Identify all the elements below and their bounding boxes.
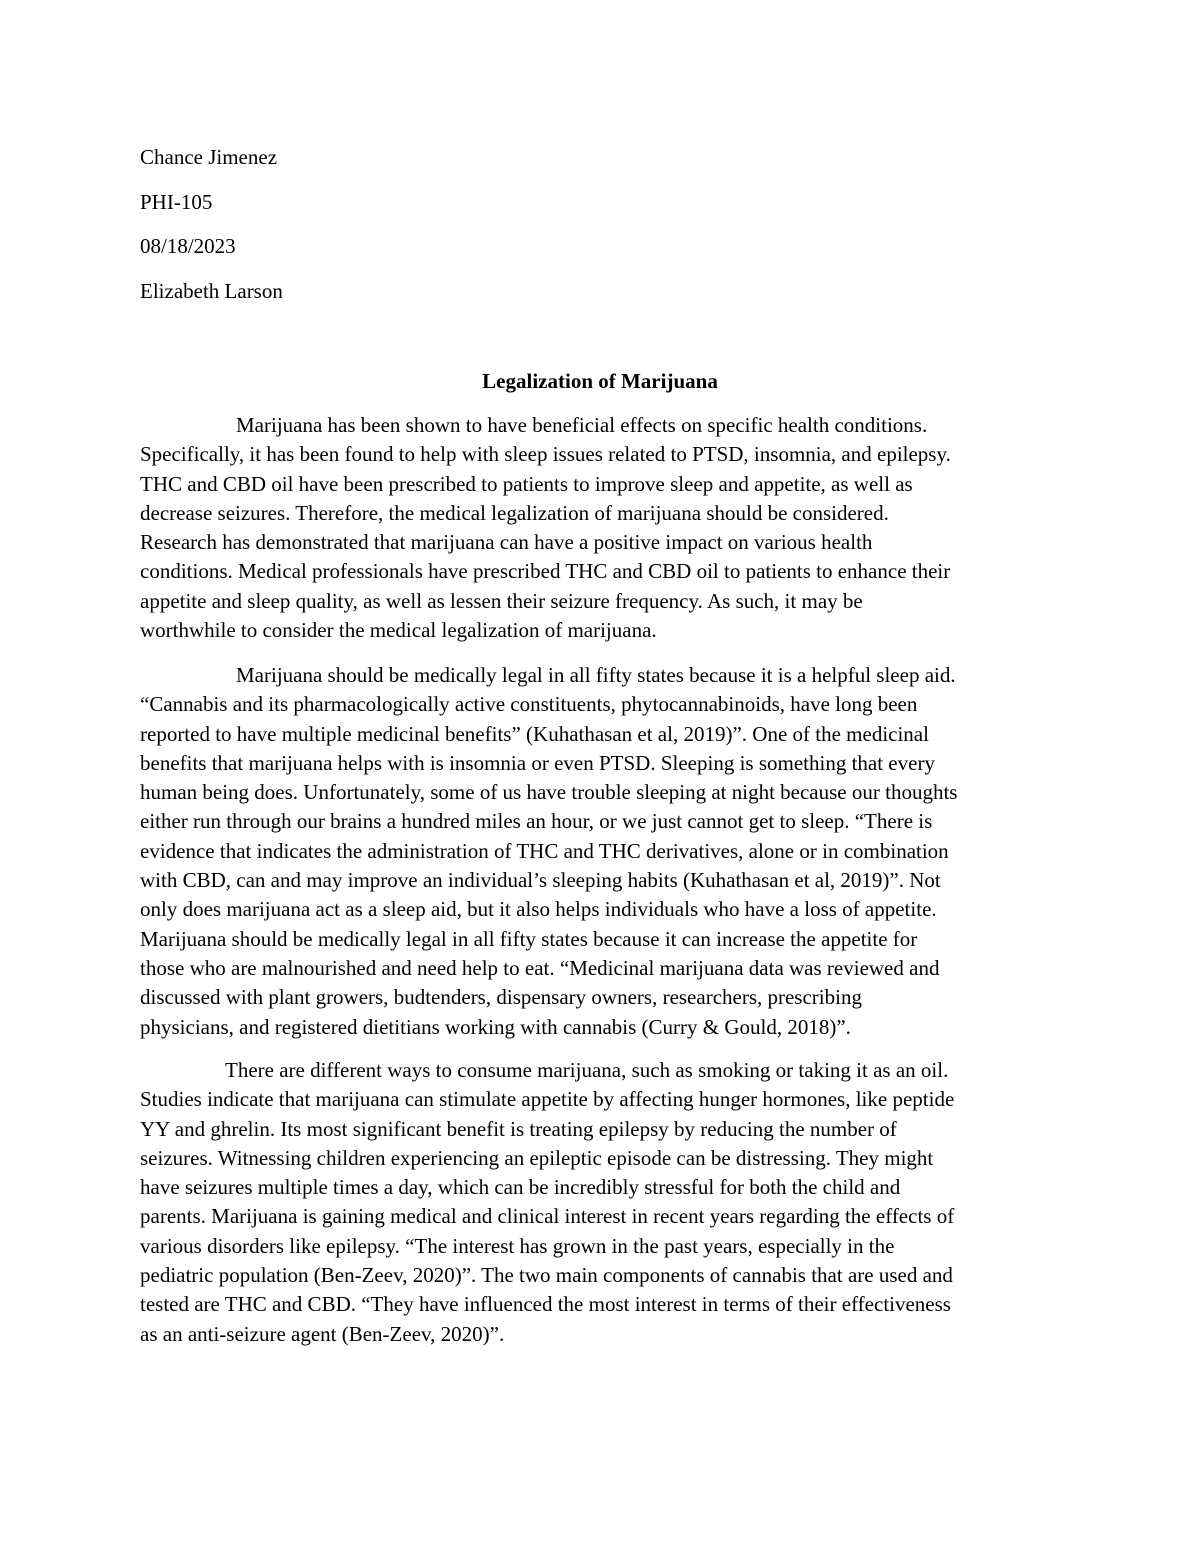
paragraph-line: human being does. Unfortunately, some of us have trouble sleeping at night because our thoughts <box>140 780 958 805</box>
paragraph-line: parents. Marijuana is gaining medical and clinical interest in recent years regarding the effects of <box>140 1204 955 1229</box>
paragraph-line: only does marijuana act as a sleep aid, but it also helps individuals who have a loss of appetite. <box>140 897 937 922</box>
paragraph-line: “Cannabis and its pharmacologically active constituents, phytocannabinoids, have long been <box>140 692 918 717</box>
paragraph-line: with CBD, can and may improve an individual’s sleeping habits (Kuhathasan et al, 2019)”. Not <box>140 868 941 893</box>
paragraph-2 <box>140 661 1065 1042</box>
paragraph-1 <box>140 411 1065 645</box>
paragraph-line: evidence that indicates the administration of THC and THC derivatives, alone or in combination <box>140 838 949 863</box>
paragraph-line: those who are malnourished and need help to eat. “Medicinal marijuana data was reviewed and <box>140 955 940 980</box>
paragraph-line: benefits that marijuana helps with is insomnia or even PTSD. Sleeping is something that every <box>140 750 935 775</box>
paragraph-3 <box>140 1056 1065 1349</box>
paragraph-line: appetite and sleep quality, as well as lessen their seizure frequency. As such, it may be <box>140 588 863 613</box>
paragraph-line: Marijuana has been shown to have beneficial effects on specific health conditions. <box>236 413 928 437</box>
paragraph-line: There are different ways to consume marijuana, such as smoking or taking it as an oil. <box>225 1058 949 1082</box>
paragraph-line: conditions. Medical professionals have prescribed THC and CBD oil to patients to enhance their <box>140 559 951 584</box>
paragraph-line: Studies indicate that marijuana can stimulate appetite by affecting hunger hormones, like peptide <box>140 1087 955 1112</box>
document-title: Legalization of Marijuana <box>482 369 718 393</box>
paragraph-line: various disorders like epilepsy. “The interest has grown in the past years, especially in the <box>140 1233 895 1258</box>
paragraph-line: worthwhile to consider the medical legalization of marijuana. <box>140 618 657 643</box>
paragraph-line: YY and ghrelin. Its most significant benefit is treating epilepsy by reducing the number of <box>140 1116 897 1141</box>
author-name: Chance Jimenez <box>140 145 278 169</box>
paragraph-line: as an anti-seizure agent (Ben-Zeev, 2020)”. <box>140 1321 505 1346</box>
paragraph-line: physicians, and registered dietitians working with cannabis (Curry & Gould, 2018)”. <box>140 1014 851 1039</box>
paragraph-line: Research has demonstrated that marijuana can have a positive impact on various health <box>140 530 873 555</box>
paragraph-line: Specifically, it has been found to help with sleep issues related to PTSD, insomnia, and epilepsy. <box>140 442 951 467</box>
course-code: PHI-105 <box>140 190 213 214</box>
paragraph-line: tested are THC and CBD. “They have influenced the most interest in terms of their effectiveness <box>140 1292 951 1317</box>
paragraph-line: Marijuana should be medically legal in all fifty states because it can increase the appetite for <box>140 926 918 951</box>
paragraph-line: discussed with plant growers, budtenders, dispensary owners, researchers, prescribing <box>140 985 862 1010</box>
paragraph-line: reported to have multiple medicinal benefits” (Kuhathasan et al, 2019)”. One of the medicinal <box>140 721 929 746</box>
paragraph-line: Marijuana should be medically legal in all fifty states because it is a helpful sleep aid. <box>236 663 956 687</box>
date: 08/18/2023 <box>140 234 236 258</box>
paragraph-line: pediatric population (Ben-Zeev, 2020)”. The two main components of cannabis that are used and <box>140 1263 953 1288</box>
paragraph-line: seizures. Witnessing children experiencing an epileptic episode can be distressing. They might <box>140 1145 934 1170</box>
instructor-name: Elizabeth Larson <box>140 279 283 303</box>
paragraph-line: have seizures multiple times a day, which can be incredibly stressful for both the child and <box>140 1175 901 1200</box>
paragraph-line: THC and CBD oil have been prescribed to patients to improve sleep and appetite, as well as <box>140 471 913 496</box>
paragraph-line: either run through our brains a hundred miles an hour, or we just cannot get to sleep. “There is <box>140 809 933 834</box>
paragraph-line: decrease seizures. Therefore, the medical legalization of marijuana should be considered. <box>140 500 889 525</box>
